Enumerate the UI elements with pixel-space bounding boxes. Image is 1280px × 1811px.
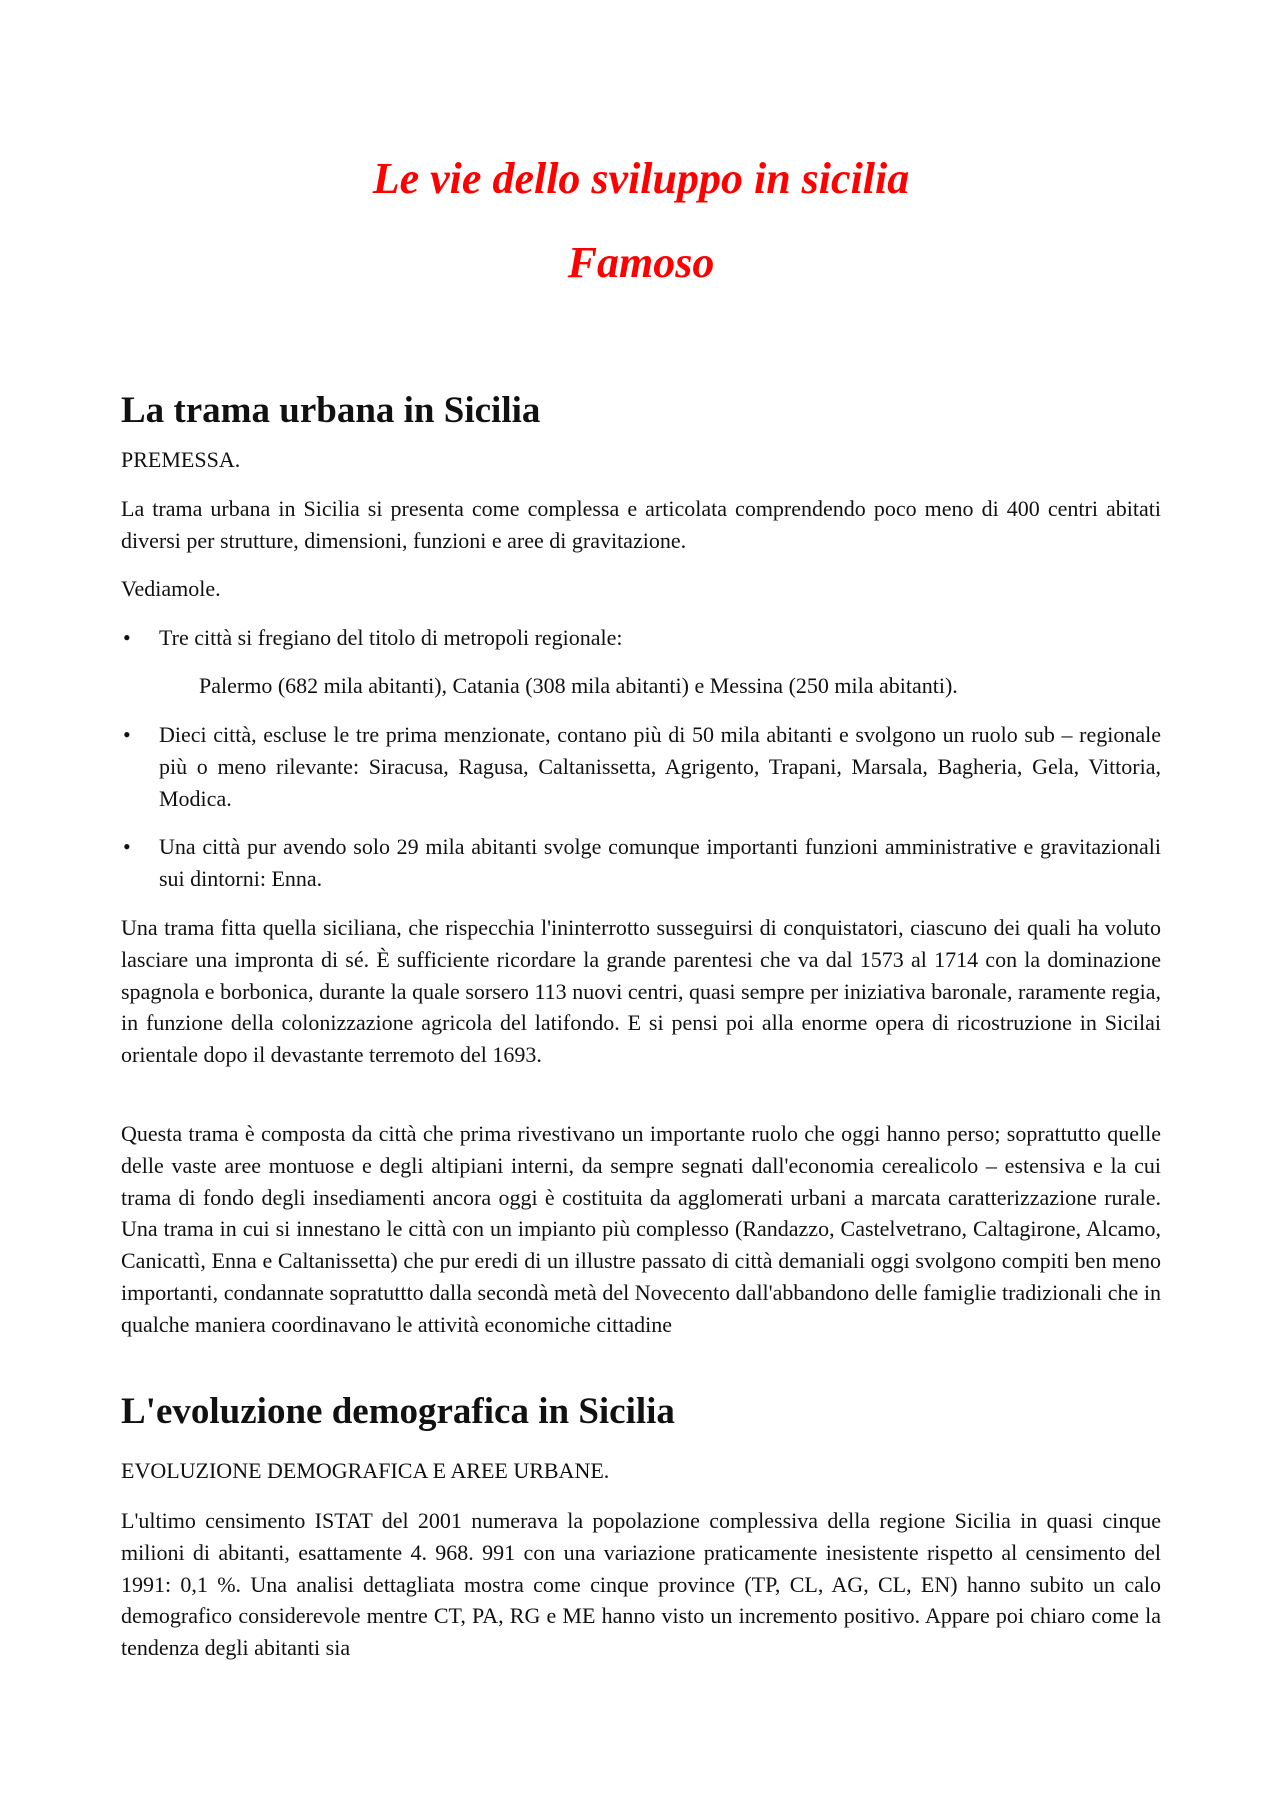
bullet-marker: •	[123, 625, 131, 650]
section-label-evoluzione: EVOLUZIONE DEMOGRAFICA E AREE URBANE.	[121, 1458, 610, 1483]
section-heading-evoluzione-demografica: L'evoluzione demografica in Sicilia	[121, 1391, 675, 1432]
bullet-marker: •	[123, 722, 131, 747]
list-item-text: Tre città si fregiano del titolo di metropoli regionale:	[159, 625, 623, 650]
paragraph-intro: La trama urbana in Sicilia si presenta come complessa e articolata comprendendo poco meno di 400 centri abitati diversi per strutture, dimensioni, funzioni e aree di gravitazione.	[121, 496, 1161, 553]
metropoli-list: Palermo (682 mila abitanti), Catania (308 mila abitanti) e Messina (250 mila abitanti).	[199, 673, 958, 698]
paragraph-conquistatori: Una trama fitta quella siciliana, che rispecchia l'ininterrotto susseguirsi di conquistatori, ciascuno dei quali ha voluto lasciare una impronta di sé. È sufficiente ricordare la grande parentesi che va dal 1573 al 1714 con la dominazione spagnola e borbonica, durante la quale sorsero 113 nuovi centri, quasi sempre per iniziativa baronale, raramente regia, in funzione della colonizzazione agricola del latifondo. E si pensi poi alla enorme opera di ricostruzione in Sicilai orientale dopo il devastante terremoto del 1693.	[121, 915, 1161, 1068]
list-item	[121, 622, 1161, 654]
section-heading-trama-urbana: La trama urbana in Sicilia	[121, 390, 541, 431]
list-item	[121, 719, 1161, 814]
bullet-marker: •	[123, 834, 131, 859]
paragraph-trama-composizione: Questa trama è composta da città che prima rivestivano un importante ruolo che oggi hanno perso; soprattutto quelle delle vaste aree montuose e degli altipiani interni, da sempre segnati dall'economia cerealicolo – estensiva e la cui trama di fondo degli insediamenti ancora oggi è costituita da agglomerati urbani a marcata caratterizzazione rurale. Una trama in cui si innestano le città con un impianto più complesso (Randazzo, Castelvetrano, Caltagirone, Alcamo, Canicattì, Enna e Caltanissetta) che pur eredi di un illustre passato di città demaniali oggi svolgono compiti ben meno importanti, condannate sopratuttto dalla secondà metà del Novecento dall'abbandono delle famiglie tradizionali che in qualche maniera coordinavano le attività economiche cittadine	[121, 1121, 1161, 1337]
list-item	[121, 831, 1161, 895]
document-title: Le vie dello sviluppo in sicilia	[372, 154, 910, 203]
document-subtitle: Famoso	[567, 238, 715, 287]
section-label-premessa: PREMESSA.	[121, 447, 241, 472]
paragraph-vediamole: Vediamole.	[121, 576, 221, 601]
list-item-text: Dieci città, escluse le tre prima menzionate, contano più di 50 mila abitanti e svolgono un ruolo sub – regionale più o meno rilevante: Siracusa, Ragusa, Caltanissetta, Agrigento, Trapani, Marsala, Bagheria, Gela, Vittoria, Modica.	[159, 722, 1161, 811]
list-item-text: Una città pur avendo solo 29 mila abitanti svolge comunque importanti funzioni amministrative e gravitazionali sui dintorni: Enna.	[159, 834, 1161, 891]
paragraph-censimento: L'ultimo censimento ISTAT del 2001 numerava la popolazione complessiva della regione Sicilia in quasi cinque milioni di abitanti, esattamente 4. 968. 991 con una variazione praticamente inesistente rispetto al censimento del 1991: 0,1 %. Una analisi dettagliata mostra come cinque province (TP, CL, AG, CL, EN) hanno subito un calo demografico considerevole mentre CT, PA, RG e ME hanno visto un incremento positivo. Appare poi chiaro come la tendenza degli abitanti sia	[121, 1508, 1161, 1661]
